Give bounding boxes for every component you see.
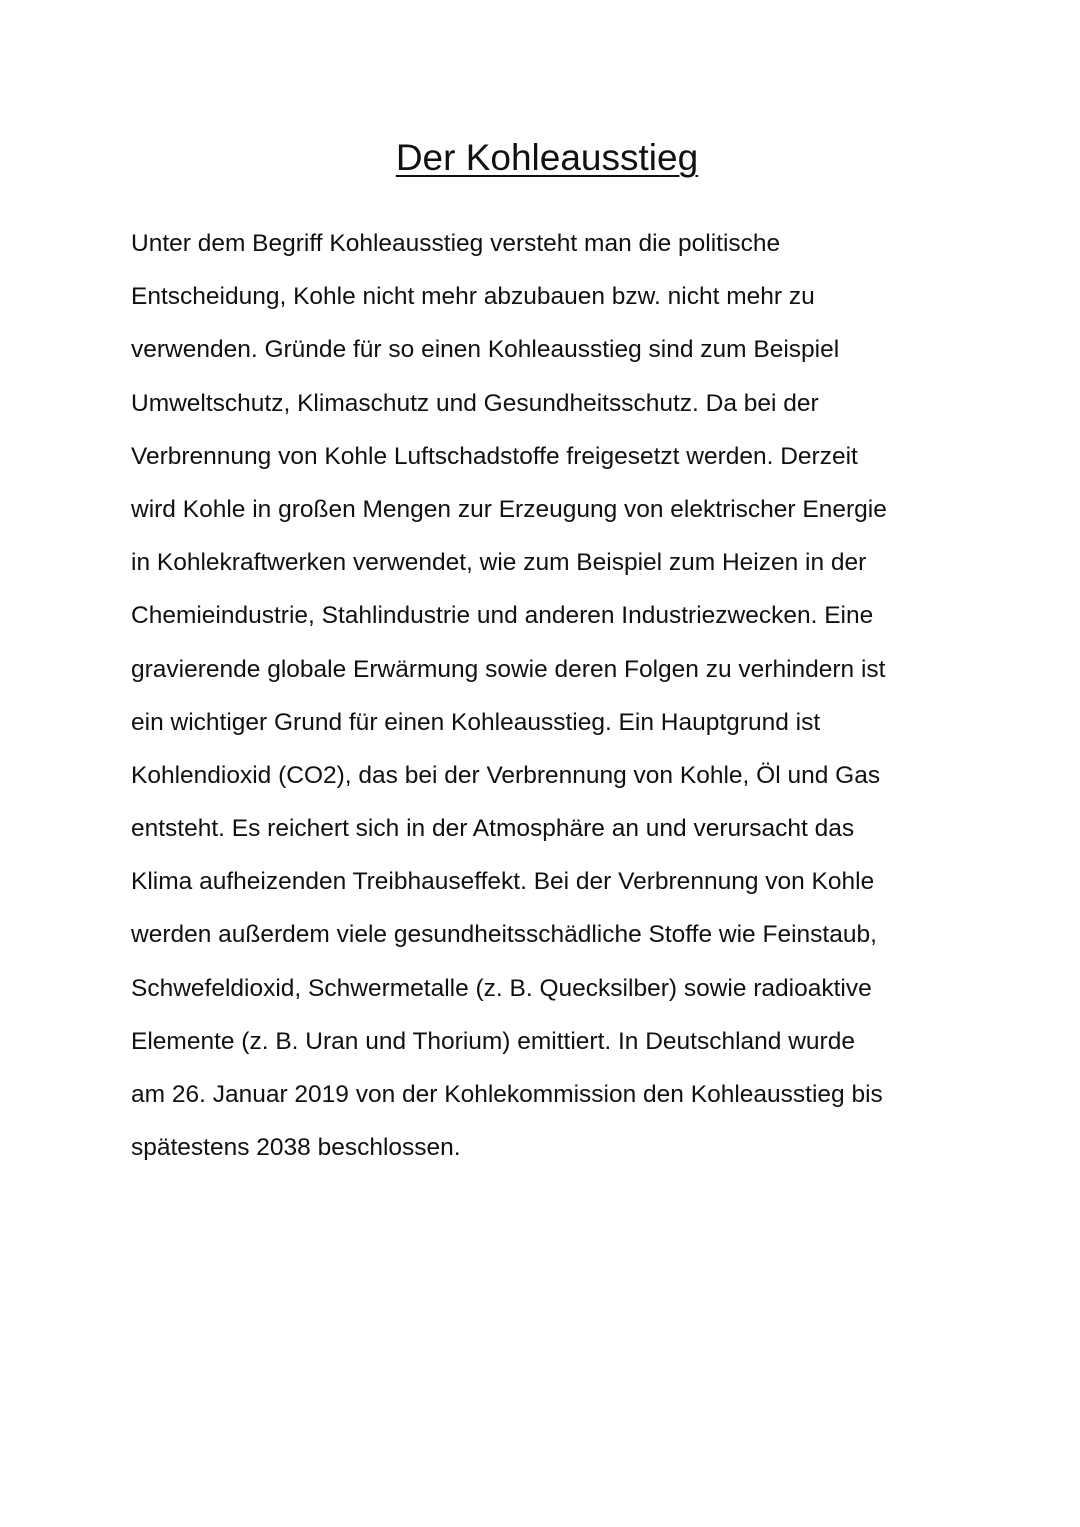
text-line: verwenden. Gründe für so einen Kohleausstieg sind zum Beispiel	[131, 336, 840, 364]
text-line: Chemieindustrie, Stahlindustrie und anderen Industriezwecken. Eine	[131, 602, 874, 630]
text-line: entsteht. Es reichert sich in der Atmosphäre an und verursacht das	[131, 815, 855, 843]
text-line: gravierende globale Erwärmung sowie deren Folgen zu verhindern ist	[131, 655, 886, 683]
text-line: Schwefeldioxid, Schwermetalle (z. B. Quecksilber) sowie radioaktive	[131, 974, 872, 1002]
text-line: spätestens 2038 beschlossen.	[131, 1134, 461, 1162]
text-line: Unter dem Begriff Kohleausstieg versteht man die politische	[131, 230, 781, 257]
text-line: Entscheidung, Kohle nicht mehr abzubauen bzw. nicht mehr zu	[131, 283, 815, 311]
text-line: Verbrennung von Kohle Luftschadstoffe freigesetzt werden. Derzeit	[131, 442, 858, 470]
text-line: Kohlendioxid (CO2), das bei der Verbrennung von Kohle, Öl und Gas	[131, 761, 881, 789]
text-line: in Kohlekraftwerken verwendet, wie zum Beispiel zum Heizen in der	[131, 549, 867, 577]
text-line: Klima aufheizenden Treibhauseffekt. Bei der Verbrennung von Kohle	[131, 868, 875, 896]
text-line: werden außerdem viele gesundheitsschädliche Stoffe wie Feinstaub,	[131, 921, 877, 949]
text-line: wird Kohle in großen Mengen zur Erzeugung von elektrischer Energie	[131, 495, 887, 523]
document-title: Der Kohleausstieg	[395, 137, 699, 178]
text-line: Umweltschutz, Klimaschutz und Gesundheitsschutz. Da bei der	[131, 389, 819, 417]
text-line: am 26. Januar 2019 von der Kohlekommission den Kohleausstieg bis	[131, 1081, 883, 1108]
text-line: ein wichtiger Grund für einen Kohleausstieg. Ein Hauptgrund ist	[131, 708, 821, 736]
body-paragraph	[131, 217, 1031, 1174]
text-line: Elemente (z. B. Uran und Thorium) emittiert. In Deutschland wurde	[131, 1027, 855, 1055]
